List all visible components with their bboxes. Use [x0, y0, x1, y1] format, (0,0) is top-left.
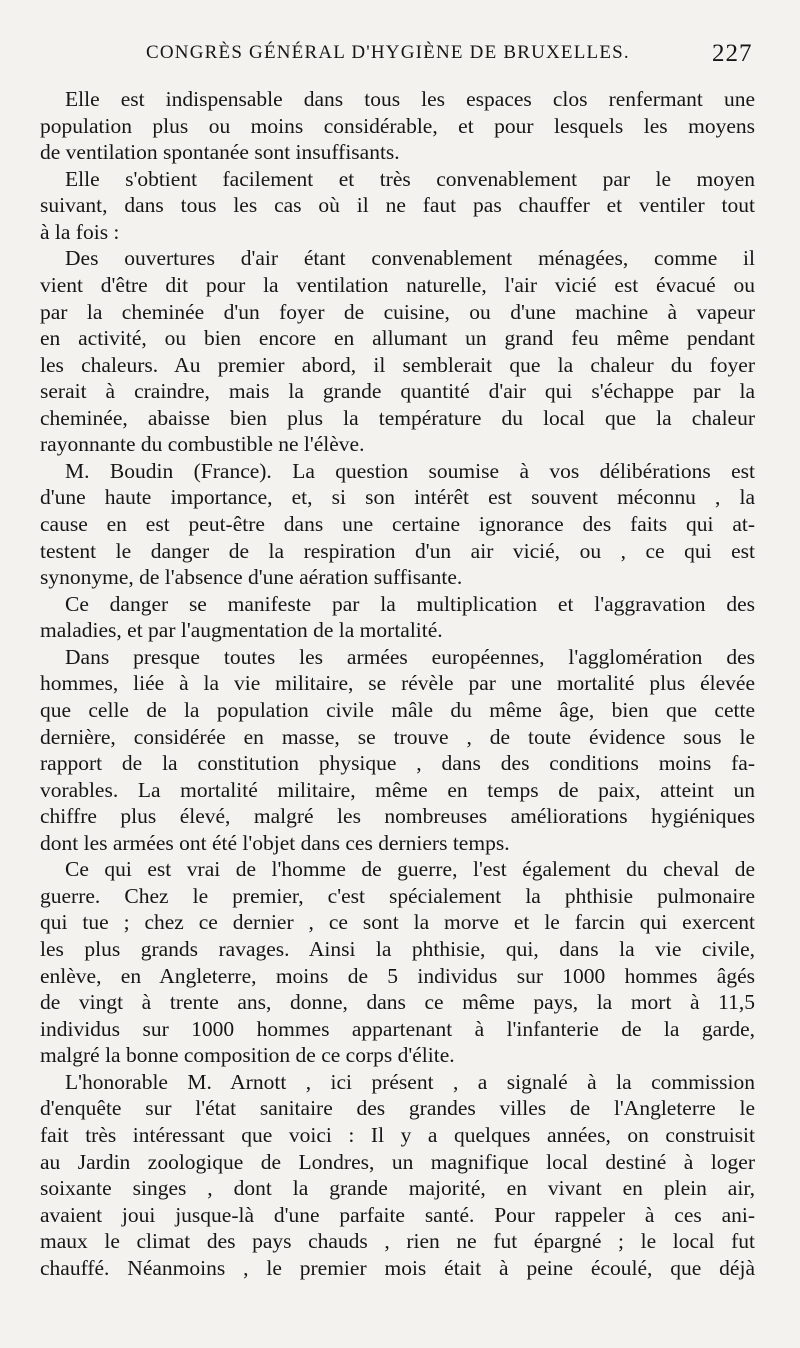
- text-line: Ce qui est vrai de l'homme de guerre, l'est également du cheval de: [65, 857, 755, 882]
- text-line: soixante singes , dont la grande majorité, en vivant en plein air,: [40, 1176, 755, 1201]
- text-line: maladies, et par l'augmentation de la mortalité.: [40, 618, 443, 643]
- text-line: guerre. Chez le premier, c'est spécialement la phthisie pulmonaire: [40, 883, 755, 908]
- text-line: maux le climat des pays chauds , rien ne fut épargné ; le local fut: [40, 1229, 755, 1254]
- text-line: d'enquête sur l'état sanitaire des grandes villes de l'Angleterre le: [40, 1096, 755, 1121]
- text-line: cause en est peut-être dans une certaine ignorance des faits qui at-: [40, 512, 755, 536]
- text-line: qui tue ; chez ce dernier , ce sont la morve et le farcin qui exercent: [40, 910, 755, 935]
- text-line: suivant, dans tous les cas où il ne faut pas chauffer et ventiler tout: [40, 193, 755, 218]
- text-line: chauffé. Néanmoins , le premier mois était à peine écoulé, que déjà: [40, 1255, 755, 1280]
- text-line: population plus ou moins considérable, et pour lesquels les moyens: [40, 113, 755, 138]
- text-line: M. Boudin (France). La question soumise à vos délibérations est: [65, 458, 755, 483]
- text-line: avaient joui jusque-là d'une parfaite santé. Pour rappeler à ces ani-: [40, 1202, 755, 1227]
- text-line: les plus grands ravages. Ainsi la phthisie, qui, dans la vie civile,: [40, 937, 755, 961]
- text-line: rapport de la constitution physique , dans des conditions moins fa-: [40, 751, 755, 776]
- running-title: CONGRÈS GÉNÉRAL D'HYGIÈNE DE BRUXELLES.: [146, 42, 630, 63]
- text-line: au Jardin zoologique de Londres, un magnifique local destiné à loger: [40, 1149, 755, 1174]
- text-line: les chaleurs. Au premier abord, il semblerait que la chaleur du foyer: [40, 352, 755, 377]
- text-line: Des ouvertures d'air étant convenablement ménagées, comme il: [65, 246, 755, 271]
- text-line: vorables. La mortalité militaire, même en temps de paix, atteint un: [40, 777, 755, 802]
- text-line: d'une haute importance, et, si son intérêt est souvent méconnu , la: [40, 485, 755, 510]
- text-line: testent le danger de la respiration d'un air vicié, ou , ce qui est: [40, 538, 755, 563]
- text-line: chiffre plus élevé, malgré les nombreuses améliorations hygiéniques: [40, 804, 755, 829]
- text-line: à la fois :: [40, 219, 120, 244]
- text-line: rayonnante du combustible ne l'élève.: [40, 432, 365, 457]
- text-line: Elle s'obtient facilement et très convenablement par le moyen: [65, 166, 755, 191]
- text-line: Ce danger se manifeste par la multiplication et l'aggravation des: [65, 591, 755, 616]
- text-line: Elle est indispensable dans tous les espaces clos renfermant une: [65, 87, 755, 111]
- text-line: en activité, ou bien encore en allumant un grand feu même pendant: [40, 326, 755, 351]
- text-line: cheminée, abaisse bien plus la température du local que la chaleur: [40, 405, 755, 430]
- text-line: de ventilation spontanée sont insuffisants.: [40, 140, 400, 165]
- text-line: serait à craindre, mais la grande quantité d'air qui s'échappe par la: [40, 379, 755, 404]
- text-line: dont les armées ont été l'objet dans ces derniers temps.: [40, 830, 510, 855]
- text-line: malgré la bonne composition de ce corps d'élite.: [40, 1043, 455, 1068]
- text-line: enlève, en Angleterre, moins de 5 individus sur 1000 hommes âgés: [40, 963, 755, 988]
- page-number: 227: [712, 40, 753, 67]
- text-line: hommes, liée à la vie militaire, se révèle par une mortalité plus élevée: [40, 671, 755, 696]
- text-line: L'honorable M. Arnott , ici présent , a signalé à la commission: [65, 1069, 755, 1094]
- page-header: [0, 40, 800, 76]
- text-line: fait très intéressant que voici : Il y a quelques années, on construisit: [40, 1122, 755, 1147]
- text-line: que celle de la population civile mâle du même âge, bien que cette: [40, 697, 755, 722]
- text-line: Dans presque toutes les armées européennes, l'agglomération des: [65, 644, 755, 669]
- text-line: vient d'être dit pour la ventilation naturelle, l'air vicié est évacué ou: [40, 272, 755, 297]
- text-line: de vingt à trente ans, donne, dans ce même pays, la mort à 11,5: [40, 990, 755, 1015]
- text-line: par la cheminée d'un foyer de cuisine, ou d'une machine à vapeur: [40, 299, 755, 324]
- text-line: synonyme, de l'absence d'une aération suffisante.: [40, 565, 463, 590]
- text-line: individus sur 1000 hommes appartenant à l'infanterie de la garde,: [40, 1016, 755, 1041]
- body-text: [40, 86, 755, 1281]
- text-line: dernière, considérée en masse, se trouve , de toute évidence sous le: [40, 724, 755, 749]
